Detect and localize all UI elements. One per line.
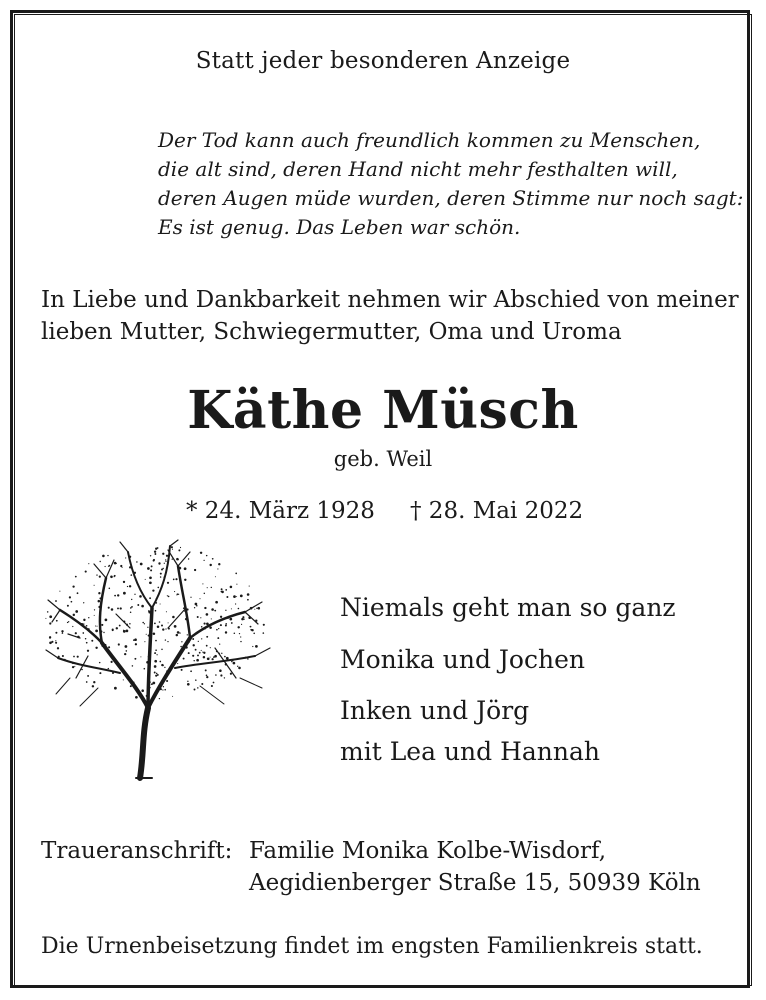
- motto: Niemals geht man so ganz: [340, 593, 676, 622]
- birth-name: geb. Weil: [333, 447, 433, 471]
- tree-illustration: [40, 538, 280, 783]
- intro-line: In Liebe und Dankbarkeit nehmen wir Abschied von meiner: [41, 287, 739, 313]
- footer-text: Die Urnenbeisetzung findet im engsten Familienkreis statt.: [41, 934, 703, 959]
- poem: [158, 126, 743, 242]
- family-line: Monika und Jochen: [340, 645, 585, 674]
- address-label: Traueranschrift:: [41, 838, 233, 864]
- intro-line: lieben Mutter, Schwiegermutter, Oma und Uroma: [41, 319, 622, 345]
- header-text: Statt jeder besonderen Anzeige: [195, 48, 571, 74]
- address-line: Familie Monika Kolbe-Wisdorf,: [249, 838, 607, 864]
- family-line: mit Lea und Hannah: [340, 737, 601, 766]
- birth-date: * 24. März 1928: [186, 498, 375, 524]
- poem-line: Der Tod kann auch freundlich kommen zu Menschen,: [158, 128, 701, 152]
- poem-line: Es ist genug. Das Leben war schön.: [158, 215, 521, 239]
- address-line: Aegidienberger Straße 15, 50939 Köln: [249, 870, 701, 896]
- family-line: Inken und Jörg: [340, 696, 530, 725]
- death-date: † 28. Mai 2022: [410, 498, 584, 524]
- poem-line: die alt sind, deren Hand nicht mehr festhalten will,: [158, 157, 678, 181]
- intro-text: [41, 284, 739, 348]
- poem-line: deren Augen müde wurden, deren Stimme nur noch sagt:: [158, 186, 744, 210]
- deceased-name: Käthe Müsch: [187, 380, 579, 441]
